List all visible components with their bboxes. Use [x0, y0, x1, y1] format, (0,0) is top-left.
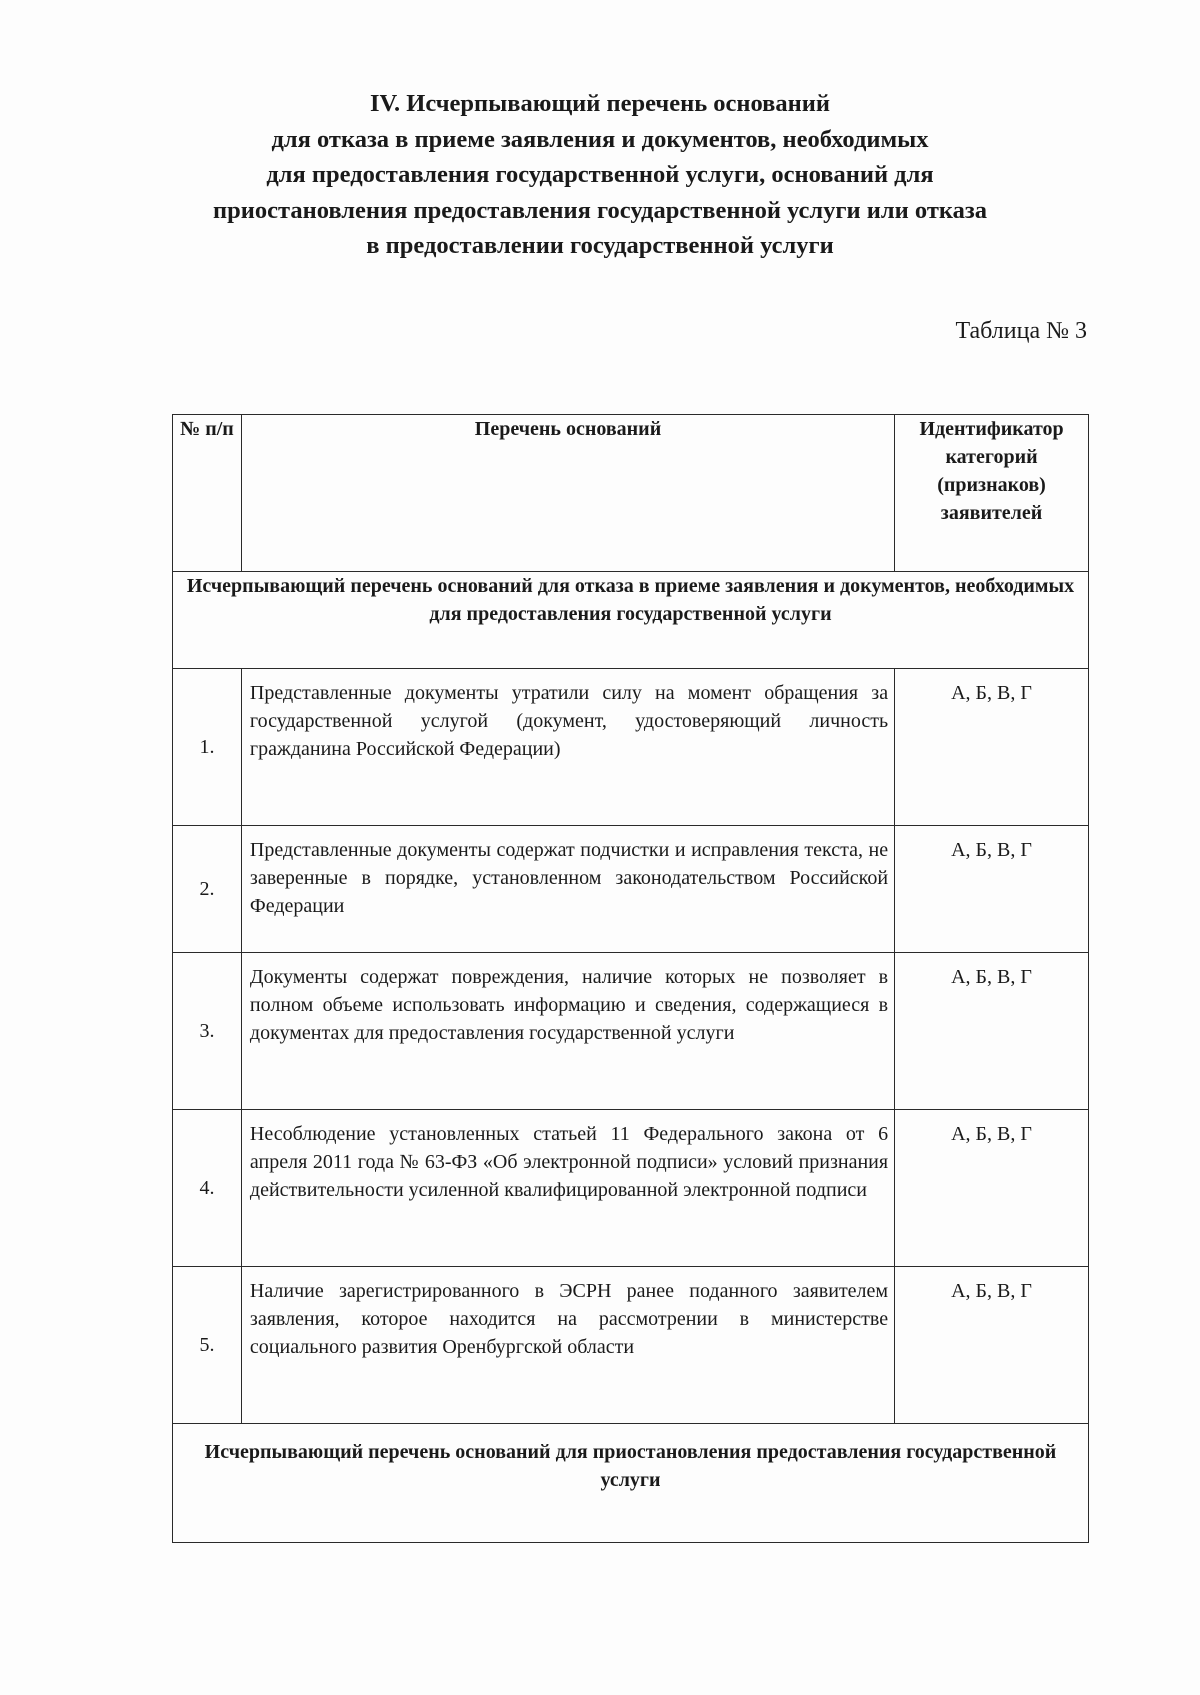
- row-identifiers: А, Б, В, Г: [895, 1267, 1089, 1424]
- row-number: 3.: [173, 953, 242, 1110]
- title-line: приостановления предоставления государственной услуги или отказа: [213, 196, 987, 224]
- title-line: IV. Исчерпывающий перечень оснований: [369, 90, 831, 117]
- table-row: [173, 953, 1089, 1110]
- section-title: [150, 86, 1050, 264]
- row-identifiers: А, Б, В, Г: [895, 669, 1089, 826]
- table-row: [173, 826, 1089, 953]
- row-number: 1.: [173, 669, 242, 826]
- header-number: № п/п: [173, 415, 242, 572]
- grounds-table: [172, 414, 1089, 1543]
- row-number: 5.: [173, 1267, 242, 1424]
- row-number: 4.: [173, 1110, 242, 1267]
- table-row: [173, 1110, 1089, 1267]
- row-ground-text: Представленные документы утратили силу на момент обращения за государственной услугой (документ, удостоверяющий личность гражданина Российской Федерации): [241, 669, 894, 826]
- table-row: [173, 1267, 1089, 1424]
- header-identifier: Идентификатор категорий (признаков) заявителей: [895, 415, 1089, 572]
- row-ground-text: Представленные документы содержат подчистки и исправления текста, не заверенные в порядке, установленном законодательством Российской Федерации: [241, 826, 894, 953]
- row-ground-text: Наличие зарегистрированного в ЭСРН ранее поданного заявителем заявления, которое находится на рассмотрении в министерстве социального развития Оренбургской области: [241, 1267, 894, 1424]
- section-heading-refusal: Исчерпывающий перечень оснований для отказа в приеме заявления и документов, необходимых для предоставления государственной услуги: [173, 572, 1089, 669]
- title-line: в предоставлении государственной услуги: [366, 232, 834, 259]
- title-line: для предоставления государственной услуги, оснований для: [266, 161, 934, 188]
- section-row: [173, 572, 1089, 669]
- title-line: для отказа в приеме заявления и документов, необходимых: [271, 125, 929, 153]
- row-ground-text: Документы содержат повреждения, наличие которых не позволяет в полном объеме использовать информацию и сведения, содержащиеся в документах для предоставления государственной услуги: [241, 953, 894, 1110]
- header-grounds: Перечень оснований: [241, 415, 894, 572]
- section-heading-suspension: Исчерпывающий перечень оснований для приостановления предоставления государственной услуги: [173, 1424, 1089, 1543]
- section-row: [173, 1424, 1089, 1543]
- table-label: Таблица № 3: [955, 318, 1087, 344]
- table-row: [173, 669, 1089, 826]
- row-identifiers: А, Б, В, Г: [895, 1110, 1089, 1267]
- row-number: 2.: [173, 826, 242, 953]
- row-identifiers: А, Б, В, Г: [895, 826, 1089, 953]
- row-ground-text: Несоблюдение установленных статьей 11 Федерального закона от 6 апреля 2011 года № 63-ФЗ «Об электронной подписи» условий признания действительности усиленной квалифицированной электронной подписи: [241, 1110, 894, 1267]
- table-header-row: [173, 415, 1089, 572]
- row-identifiers: А, Б, В, Г: [895, 953, 1089, 1110]
